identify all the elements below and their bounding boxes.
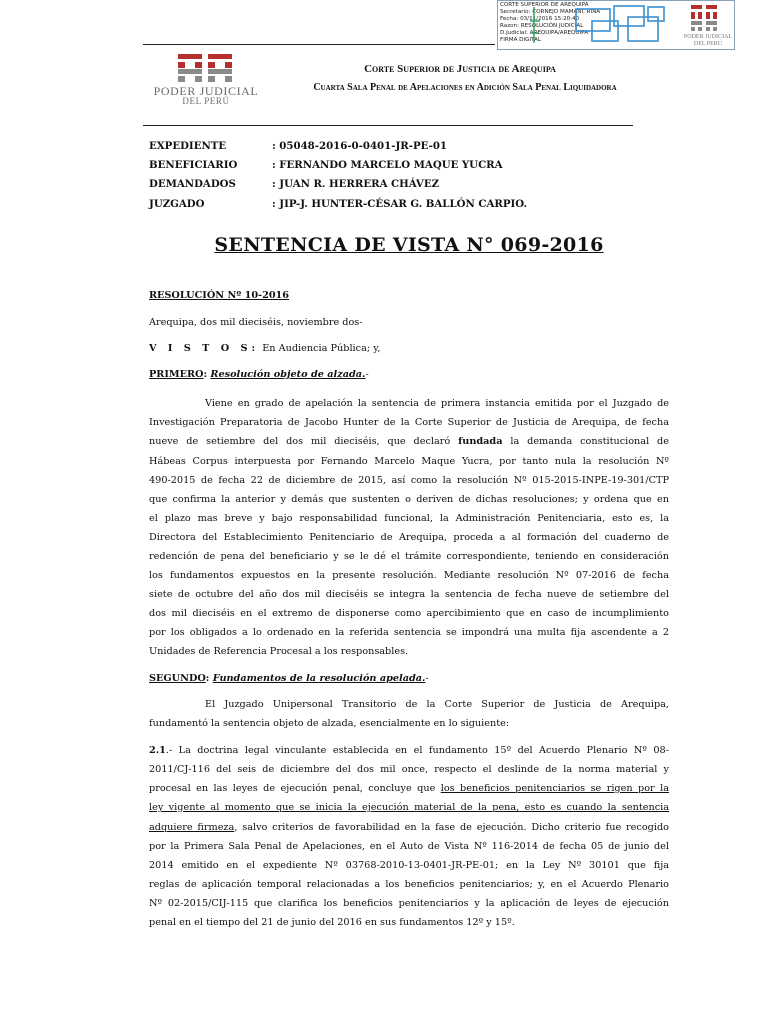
court-name: Corte Superior de Justicia de Arequipa — [364, 63, 556, 75]
chamber-name: Cuarta Sala Penal de Apelaciones en Adición Sala Penal Liquidadora — [313, 82, 617, 93]
primero-line: siete de octubre del año dos mil dieciséis se integra la sentencia de fecha nueve de setiembre del — [149, 589, 669, 600]
point-2-1-line: 2014 emitido en el expediente Nº 03768-2010-13-0401-JR-PE-01; en la Ley Nº 30101 que fija — [149, 860, 669, 871]
point-2-1-l3u: los beneficios penitenciarios se rigen por la — [440, 783, 669, 794]
place-date: Arequipa, dos mil dieciséis, noviembre dos- — [149, 317, 363, 328]
point-2-1-line — [149, 745, 669, 756]
segundo-dash: - — [425, 673, 429, 684]
segundo-line: El Juzgado Unipersonal Transitorio de la Corte Superior de Justicia de Arequipa, — [205, 699, 669, 710]
primero-line: Directora del Establecimiento Penitenciario de Arequipa, proceda a al formación del cuaderno de — [149, 532, 669, 543]
header-bottom-rule — [143, 125, 633, 126]
primero-line: Viene en grado de apelación la sentencia de primera instancia emitida por el Juzgado de — [205, 398, 669, 409]
primero-heading — [149, 369, 369, 380]
logo-name: PODER JUDICIAL — [153, 84, 259, 98]
point-2-1-l5u: adquiere firmeza — [149, 822, 235, 833]
stamp-logo-line1: PODER JUDICIAL — [683, 34, 733, 40]
stamp-logo-text — [680, 34, 736, 48]
primero-label: PRIMERO — [149, 369, 204, 380]
point-2-1-line — [149, 822, 669, 833]
primero-line3-bold: fundada — [458, 436, 503, 447]
case-label-expediente: EXPEDIENTE — [149, 140, 227, 152]
segundo-subtitle: Fundamentos de la resolución apelada. — [212, 673, 426, 684]
point-2-1-line: reglas de aplicación temporal relacionadas a los beneficios penitenciarios; y, en el Acuerdo Plenario — [149, 879, 669, 890]
stamp-line: Razon: RESOLUCIÓN JUDICIAL — [500, 23, 584, 29]
case-value-beneficiario: : FERNANDO MARCELO MAQUE YUCRA — [272, 159, 503, 171]
resolution-number: RESOLUCIÓN Nº 10-2016 — [149, 290, 290, 301]
primero-line: Unidades de Referencia Procesal a los responsables. — [149, 646, 409, 657]
point-2-1-line: 2011/CJ-116 del seis de diciembre del dos mil once, respecto el deslinde de la norma material y — [149, 764, 669, 775]
primero-line: 490-2015 de fecha 22 de diciembre de 2015, así como la resolución Nº 015-2015-INPE-19-301/CTP — [149, 475, 669, 486]
primero-line: el plazo mas breve y bajo responsabilidad funcional, la Administración Penitenciaria, esto es, la — [149, 513, 669, 524]
case-label-demandados: DEMANDADOS — [149, 178, 236, 190]
logo-country: DEL PERÚ — [182, 96, 230, 106]
primero-dash: - — [365, 369, 369, 380]
vistos-label: V I S T O S: — [149, 343, 260, 354]
primero-line: Hábeas Corpus interpuesta por Fernando Marcelo Maque Yucra, por tanto nula la resolución Nº — [149, 456, 669, 467]
stamp-line: Secretario: CORNEJO MAMANI, RINA — [500, 9, 601, 15]
point-2-1-line: ley vigente al momento que se inicia la ejecución material de la pena, esto es cuando la sentencia — [149, 802, 669, 813]
primero-line: dos mil dieciséis en el extremo de disponerse como apercibimiento que en caso de incumplimiento — [149, 608, 669, 619]
point-2-1-line: por la Primera Sala Penal de Apelaciones, en el Auto de Vista Nº 116-2014 de fecha 05 de junio del — [149, 841, 669, 852]
primero-line — [149, 436, 669, 447]
case-value-juzgado: : JIP-J. HUNTER-CÉSAR G. BALLÓN CARPIO. — [272, 198, 528, 210]
poder-judicial-logo-icon — [177, 54, 233, 82]
segundo-heading — [149, 673, 429, 684]
header-top-rule — [143, 44, 495, 45]
stamp-logo-line2: DEL PERÚ — [693, 41, 723, 47]
segundo-colon: : — [205, 673, 213, 684]
stamp-line: CORTE SUPERIOR DE AREQUIPA — [500, 2, 589, 8]
stamp-line: Fecha: 03/11/2016 15:20:40 — [500, 16, 580, 22]
primero-line3-start: nueve de setiembre del dos mil dieciséis, que declaró — [149, 436, 459, 447]
primero-line3-end: la demanda constitucional de — [510, 436, 669, 447]
primero-colon: : — [203, 369, 211, 380]
primero-subtitle: Resolución objeto de alzada. — [210, 369, 366, 380]
document-title: SENTENCIA DE VISTA N° 069-2016 — [214, 234, 604, 256]
vistos-line — [149, 343, 380, 354]
case-label-juzgado: JUZGADO — [149, 198, 205, 210]
point-2-1-number: 2.1 — [149, 745, 166, 756]
point-2-1-l3a: procesal en las leyes de ejecución penal, concluye que — [149, 783, 441, 794]
primero-line: los fundamentos expuestos en la presente resolución. Mediante resolución Nº 07-2016 de fecha — [149, 570, 669, 581]
case-label-beneficiario: BENEFICIARIO — [149, 159, 238, 171]
primero-line: que confirma la anterior y demás que sustenten o deriven de dichas resoluciones; y ordena que en — [149, 494, 669, 505]
primero-line: por los obligados a lo ordenado en la referida sentencia se impondrá una multa fija ascendente a 2 — [149, 627, 669, 638]
stamp-line: FIRMA DIGITAL — [500, 37, 542, 43]
vistos-text: En Audiencia Pública; y, — [259, 343, 381, 354]
primero-line: Investigación Preparatoria de Jacobo Hunter de la Corte Superior de Justicia de Arequipa, de fecha — [149, 417, 669, 428]
point-2-1-line: penal en el tiempo del 21 de junio del 2016 en sus fundamentos 12º y 15º. — [149, 917, 515, 928]
case-value-demandados: : JUAN R. HERRERA CHÁVEZ — [272, 178, 440, 190]
primero-line: redención de pena del beneficiario y se le dé el trámite correspondiente, teniendo en consideración — [149, 551, 669, 562]
point-2-1-text: .- La doctrina legal vinculante establecida en el fundamento 15º del Acuerdo Plenario Nº 08- — [165, 745, 669, 756]
segundo-line: fundamentó la sentencia objeto de alzada, esencialmente en lo siguiente: — [149, 718, 510, 729]
signature-graphic-icon — [528, 3, 678, 47]
segundo-label: SEGUNDO — [149, 673, 206, 684]
point-2-1-line — [149, 783, 669, 794]
point-2-1-l5b: , salvo criterios de favorabilidad en la fase de ejecución. Dicho criterio fue recogido — [234, 822, 669, 833]
point-2-1-line: Nº 02-2015/CIJ-115 que clarifica los beneficios penitenciarios y la aplicación de leyes de ejecución — [149, 898, 669, 909]
stamp-line: D.Judicial: AREQUIPA/AREQUIPA — [500, 30, 589, 36]
poder-judicial-small-logo-icon — [690, 4, 718, 32]
case-value-expediente: : 05048-2016-0-0401-JR-PE-01 — [272, 140, 447, 152]
